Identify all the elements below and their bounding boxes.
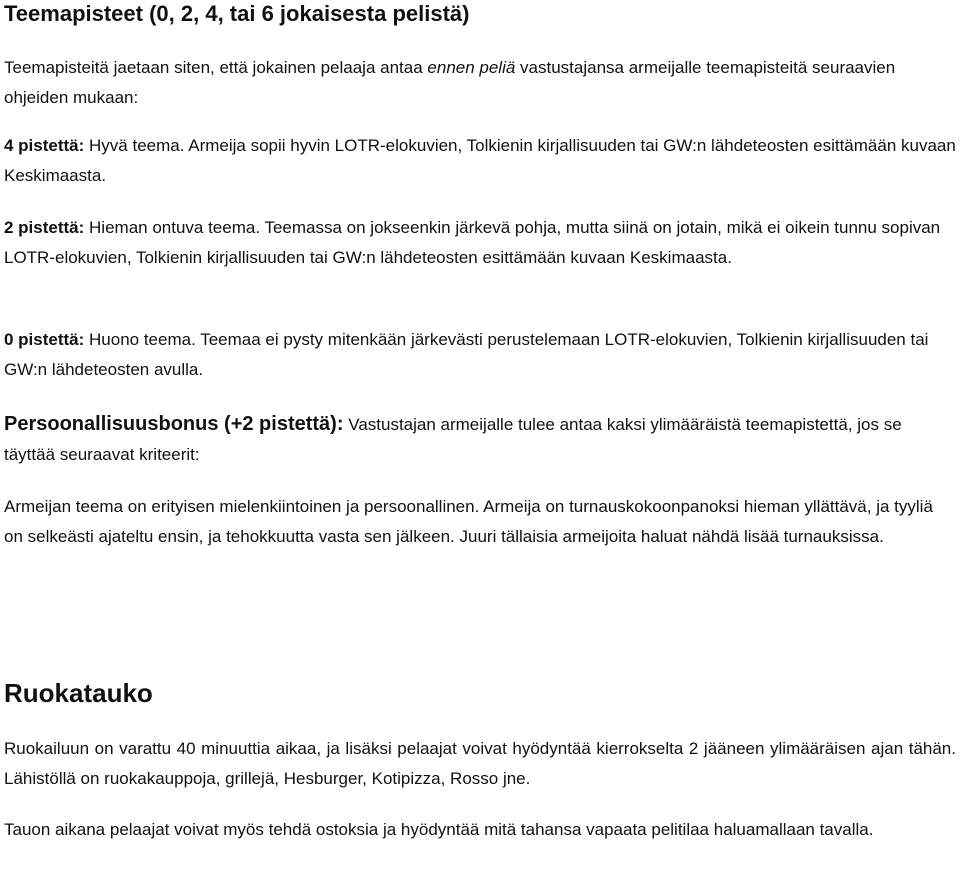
ruokatauko-paragraph-1: Ruokailuun on varattu 40 minuuttia aikaa, ja lisäksi pelaajat voivat hyödyntää kierrokselta 2 jääneen ylimääräisen ajan tähän. Lähistöllä on ruokakauppoja, grillejä, Hesburger, Kotipizza, Rosso jne. (4, 739, 956, 788)
teema-level-2-text: Hieman ontuva teema. Teemassa on jokseenkin järkevä pohja, mutta siinä on jotain, mikä ei oikein tunnu sopivan LOTR-elokuvien, Tolkienin kirjallisuuden tai GW:n lähdeteosten esittämään kuvaan Keskimaasta. (4, 218, 941, 267)
teema-level-4-label: 4 pistettä: (4, 136, 85, 155)
teema-heading: Teemapisteet (0, 2, 4, tai 6 jokaisesta pelistä) (4, 1, 470, 26)
ruokatauko-paragraph-2: Tauon aikana pelaajat voivat myös tehdä ostoksia ja hyödyntää mitä tahansa vapaata pelitilaa haluamallaan tavalla. (4, 820, 874, 839)
teema-level-0-label: 0 pistettä: (4, 330, 85, 349)
teema-intro (4, 53, 956, 113)
teema-level-4-text: Hyvä teema. Armeija sopii hyvin LOTR-elokuvien, Tolkienin kirjallisuuden tai GW:n lähdeteosten esittämään kuvaan Keskimaasta. (4, 136, 956, 185)
bonus-label: Persoonallisuusbonus (+2 pistettä): (4, 413, 344, 435)
bonus-text: Vastustajan armeijalle tulee antaa kaksi ylimääräistä teemapistettä, jos se täyttää seuraavat kriteerit: (4, 415, 902, 464)
teema-level-0-text: Huono teema. Teemaa ei pysty mitenkään järkevästi perustelemaan LOTR-elokuvien, Tolkienin kirjallisuuden tai GW:n lähdeteosten avulla. (4, 330, 929, 379)
ruokatauko-heading: Ruokatauko (4, 678, 153, 708)
teema-level-2 (4, 213, 956, 273)
bonus-criteria: Armeijan teema on erityisen mielenkiintoinen ja persoonallinen. Armeija on turnauskokoonpanoksi hieman yllättävä, ja tyyliä on selkeästi ajateltu ensin, ja tehokkuutta vasta sen jälkeen. Juuri tällaisia armeijoita haluat nähdä lisää turnauksissa. (4, 497, 933, 546)
teema-level-0 (4, 325, 956, 385)
teema-level-4 (4, 131, 956, 191)
teema-level-2-label: 2 pistettä: (4, 218, 85, 237)
teema-intro-italic: ennen peliä (427, 58, 516, 77)
bonus-paragraph (4, 409, 956, 470)
teema-intro-before: Teemapisteitä jaetaan siten, että jokainen pelaaja antaa (4, 58, 428, 77)
teema-intro-after: vastustajansa armeijalle teemapisteitä seuraavien ohjeiden mukaan: (4, 58, 896, 107)
